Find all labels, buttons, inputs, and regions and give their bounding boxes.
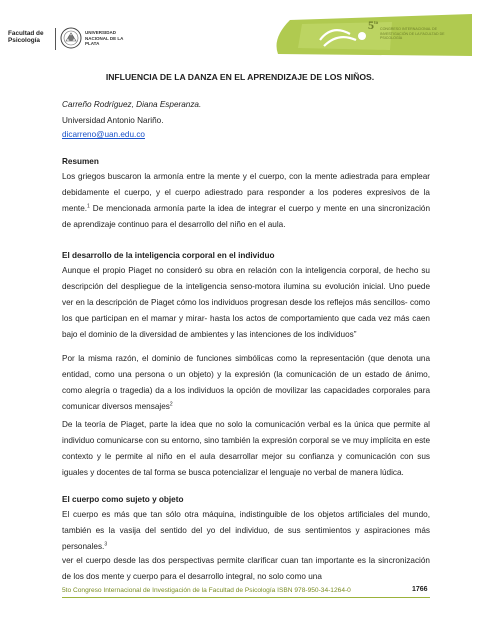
author-email-link[interactable]: dicarreno@uan.edu.co (62, 130, 145, 139)
faculty-logo-block (8, 24, 124, 54)
paper-title: INFLUENCIA DE LA DANZA EN EL APRENDIZAJE DE LOS NIÑOS. (105, 72, 375, 82)
faculty-name: Facultad de Psicología (8, 30, 44, 44)
institution: Universidad Antonio Nariño. (62, 116, 164, 125)
section-heading-resumen: Resumen (62, 157, 99, 166)
footnote-ref: 3 (104, 541, 108, 548)
university-name: UNIVERSIDAD NACIONAL DE LA PLATA (85, 30, 124, 46)
section-heading-1: El desarrollo de la inteligencia corporal en el individuo (62, 251, 275, 260)
logo-divider (55, 28, 56, 50)
section2-paragraph-1: El cuerpo es más que tan sólo otra máquina, indistinguible de los objetos artificiales del mundo, también es la vasija del sentido del yo del individuo, de sus sentimientos y aspiraciones más personales.$^3$ (62, 510, 430, 551)
section2-paragraph-2: ver el cuerpo desde las dos perspectivas permite clarificar cuan tan importante es la sincronización de los dos mente y cuerpo para el desarrollo integral, no solo como una (62, 556, 430, 581)
section1-paragraph-3: De la teoría de Piaget, parte la idea que no solo la comunicación verbal es la única que permite al individuo comunicarse con su entorno, sino también la expresión corporal se ve muy implícita en este contexto y le permite al niño en el aula desarrollar mejor su confianza y comunicación con sus iguales y docentes de tal forma se busca potencializar el lenguaje no verbal de manera lúdica. (62, 420, 430, 477)
page-number: 1766 (412, 586, 428, 593)
congress-number: $5^{to}$ (368, 18, 379, 32)
footnote-ref: 1 (87, 203, 90, 210)
university-seal-icon (60, 27, 82, 49)
footer-divider (62, 597, 430, 598)
author-name: Carreño Rodríguez, Diana Esperanza. (62, 100, 202, 109)
section-heading-2: El cuerpo como sujeto y objeto (62, 495, 184, 504)
footer-congress-isbn: 5to Congreso Internacional de Investigación de la Facultad de Psicología ISBN 978-950-34-1264-0 (62, 587, 351, 594)
section1-paragraph-2: Por la misma razón, el dominio de funciones simbólicas como la representación (que denota una entidad, como una persona o un objeto) y la expresión (la comunicación de un estado de ánimo, como alegría o tragedia) da a los individuos la opción de movilizar las capacidades corporales para comunicar diversos mensajes$^2$ (62, 354, 430, 411)
congress-name: CONGRESO INTERNACIONAL DE INVESTIGACIÓN DE LA FACULTAD DE PSICOLOGÍA (380, 27, 445, 41)
section1-paragraph-1: Aunque el propio Piaget no consideró su obra en relación con la inteligencia corporal, de hecho su descripción del despliegue de la inteligencia senso-motora ilumina su evolución inicial. Uno puede ver en la descripción de Piaget cómo los individuos progresan desde los reflejos más sencillos- como los que participan en el mamar y mirar- hasta los actos de comportamiento que cada vez más caen bajo el dominio de la diversidad de ambientes y las intenciones de los individuos” (62, 266, 430, 339)
footnote-ref: 2 (169, 401, 173, 408)
abstract-paragraph: Los griegos buscaron la armonía entre la mente y el cuerpo, con la mente adiestrada para emplear debidamente el cuerpo, y el cuerpo adiestrado para responder a los poderes expresivos de la mente.$^1$ De mencionada armonía parte la idea de integrar el cuerpo y mente en una sincronización de aprendizaje continuo para el desarrollo del niño en el aula. (62, 172, 430, 229)
